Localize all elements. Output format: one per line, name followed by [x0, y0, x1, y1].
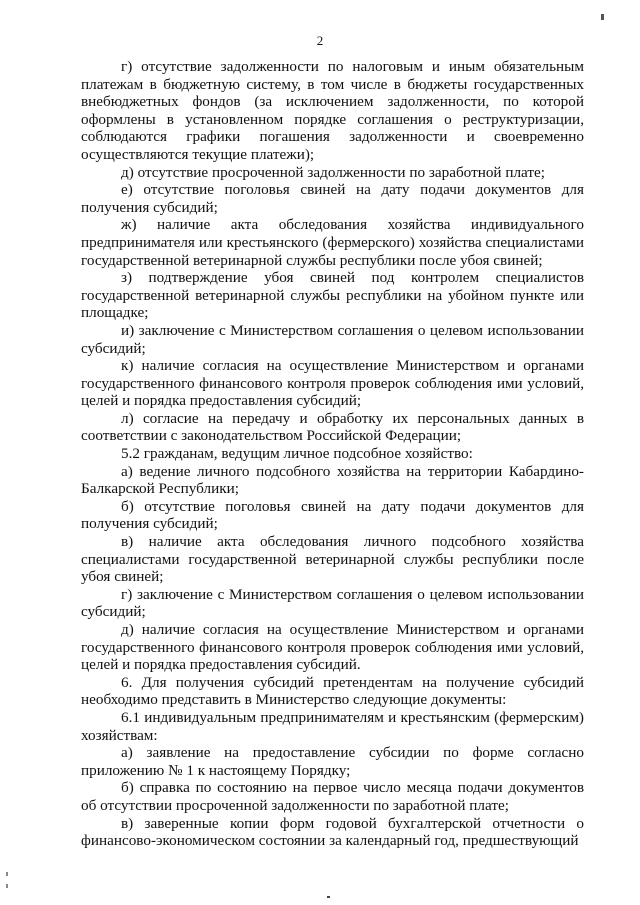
scan-mark	[6, 884, 8, 888]
paragraph-a-application: а) заявление на предоставление субсидии по форме согласно приложению № 1 к настоящему Порядку;	[81, 744, 584, 779]
paragraph-l-personal-data-consent: л) согласие на передачу и обработку их персональных данных в соответствии с законодательством Российской Федерации;	[81, 409, 584, 445]
scan-mark	[601, 14, 604, 20]
paragraph-6-documents: 6. Для получения субсидий претендентам на получение субсидий необходимо представить в Министерство следующие документы:	[81, 673, 584, 709]
paragraph-v-accounting-copies: в) заверенные копии форм годовой бухгалтерской отчетности о финансово-экономическом состоянии за календарный год, предшествующий	[81, 814, 584, 850]
document-body	[81, 58, 584, 850]
paragraph-z-slaughter-confirmation: з) подтверждение убоя свиней под контролем специалистов государственной ветеринарной службы республики на убойном пункте или площадке;	[81, 269, 584, 322]
paragraph-i-agreement: и) заключение с Министерством соглашения о целевом использовании субсидий;	[81, 321, 584, 357]
page-number: 2	[316, 33, 324, 48]
scan-mark	[327, 896, 330, 898]
paragraph-k-audit-consent: к) наличие согласия на осуществление Министерством и органами государственного финансового контроля проверок соблюдения ими условий, целей и порядка предоставления субсидий;	[81, 357, 584, 410]
scan-mark	[6, 872, 8, 876]
paragraph-6-1-entrepreneurs: 6.1 индивидуальным предпринимателям и крестьянским (фермерским) хозяйствам:	[81, 708, 584, 744]
paragraph-b-wage-certificate: б) справка по состоянию на первое число месяца подачи документов об отсутствии просроченной задолженности по заработной плате;	[81, 779, 584, 814]
paragraph-d-audit-consent: д) наличие согласия на осуществление Министерством и органами государственного финансового контроля проверок соблюдения ими условий, целей и порядка предоставления субсидий.	[81, 621, 584, 674]
paragraph-e-no-pig-stock: е) отсутствие поголовья свиней на дату подачи документов для получения субсидий;	[81, 181, 584, 216]
paragraph-d-no-wage-arrears: д) отсутствие просроченной задолженности по заработной плате;	[121, 163, 546, 181]
paragraph-5-2-heading: 5.2 гражданам, ведущим личное подсобное хозяйство:	[121, 445, 473, 463]
paragraph-g-agreement: г) заключение с Министерством соглашения о целевом использовании субсидий;	[81, 585, 584, 621]
paragraph-v-inspection-act: в) наличие акта обследования личного подсобного хозяйства специалистами государственной ветеринарной службы республики после убоя свиней;	[81, 533, 584, 586]
paragraph-a-household-territory: а) ведение личного подсобного хозяйства на территории Кабардино-Балкарской Республики;	[81, 462, 584, 498]
paragraph-b-no-pig-stock: б) отсутствие поголовья свиней на дату подачи документов для получения субсидий;	[81, 497, 584, 533]
paragraph-g-no-tax-debt: г) отсутствие задолженности по налоговым и иным обязательным платежам в бюджетную систему, в том числе в бюджеты государственных внебюджетных фондов (за исключением задолженности, по которой оформлены в установленном порядке соглашения о реструктуризации, соблюдаются графики погашения задолженности и своевременно осуществляются текущие платежи);	[81, 58, 584, 163]
paragraph-zh-inspection-act: ж) наличие акта обследования хозяйства индивидуального предпринимателя или крестьянского (фермерского) хозяйства специалистами государственной ветеринарной службы республики после убоя свиней;	[81, 216, 584, 269]
